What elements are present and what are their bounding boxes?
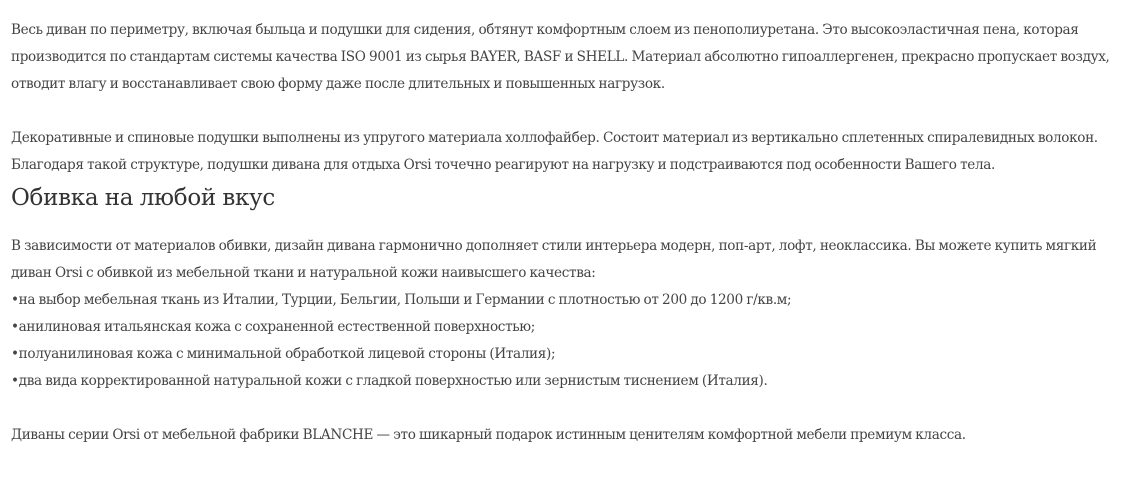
foam-paragraph [11, 17, 1132, 98]
text-line: отводит влагу и восстанавливает свою форму даже после длительных и повышенных нагрузок. [11, 76, 665, 92]
text-line: диван Orsi с обивкой из мебельной ткани и натуральной кожи наивысшего качества: [11, 265, 596, 281]
list-item: •два вида корректированной натуральной кожи с гладкой поверхностью или зернистым тиснением (Италия). [11, 373, 768, 389]
cushions-paragraph [11, 125, 1132, 179]
text-line: Благодаря такой структуре, подушки дивана для отдыха Orsi точечно реагируют на нагрузку и подстраиваются под особенности Вашего тела. [11, 157, 995, 173]
text-line: Диваны серии Orsi от мебельной фабрики BLANCHE — это шикарный подарок истинным ценителям комфортной мебели премиум класса. [11, 427, 966, 443]
list-item: •на выбор мебельная ткань из Италии, Турции, Бельгии, Польши и Германии с плотностью от 200 до 1200 г/кв.м; [11, 292, 792, 308]
text-line: производится по стандартам системы качества ISO 9001 из сырья BAYER, BASF и SHELL. Материал абсолютно гипоаллергенен, прекрасно пропускает воздух, [11, 49, 1110, 65]
paragraph-spacer [11, 98, 1132, 125]
article-content [11, 17, 1132, 449]
text-line: Весь диван по периметру, включая быльца и подушки для сидения, обтянут комфортным слоем из пенополиуретана. Это высокоэластичная пена, которая [11, 22, 1079, 38]
list-item: •полуанилиновая кожа с минимальной обработкой лицевой стороны (Италия); [11, 346, 556, 362]
upholstery-heading: Обивка на любой вкус [11, 185, 275, 211]
upholstery-intro [11, 233, 1132, 287]
closing-paragraph [11, 422, 1132, 449]
text-line: В зависимости от материалов обивки, дизайн дивана гармонично дополняет стили интерьера модерн, поп-арт, лофт, неоклассика. Вы можете купить мягкий [11, 238, 1097, 254]
paragraph-spacer [11, 395, 1132, 422]
upholstery-list [11, 287, 1132, 395]
text-line: Декоративные и спиновые подушки выполнены из упругого материала холлофайбер. Состоит материал из вертикально сплетенных спиралевидных волокон. [11, 130, 1098, 146]
list-item: •анилиновая итальянская кожа с сохраненной естественной поверхностью; [11, 319, 536, 335]
